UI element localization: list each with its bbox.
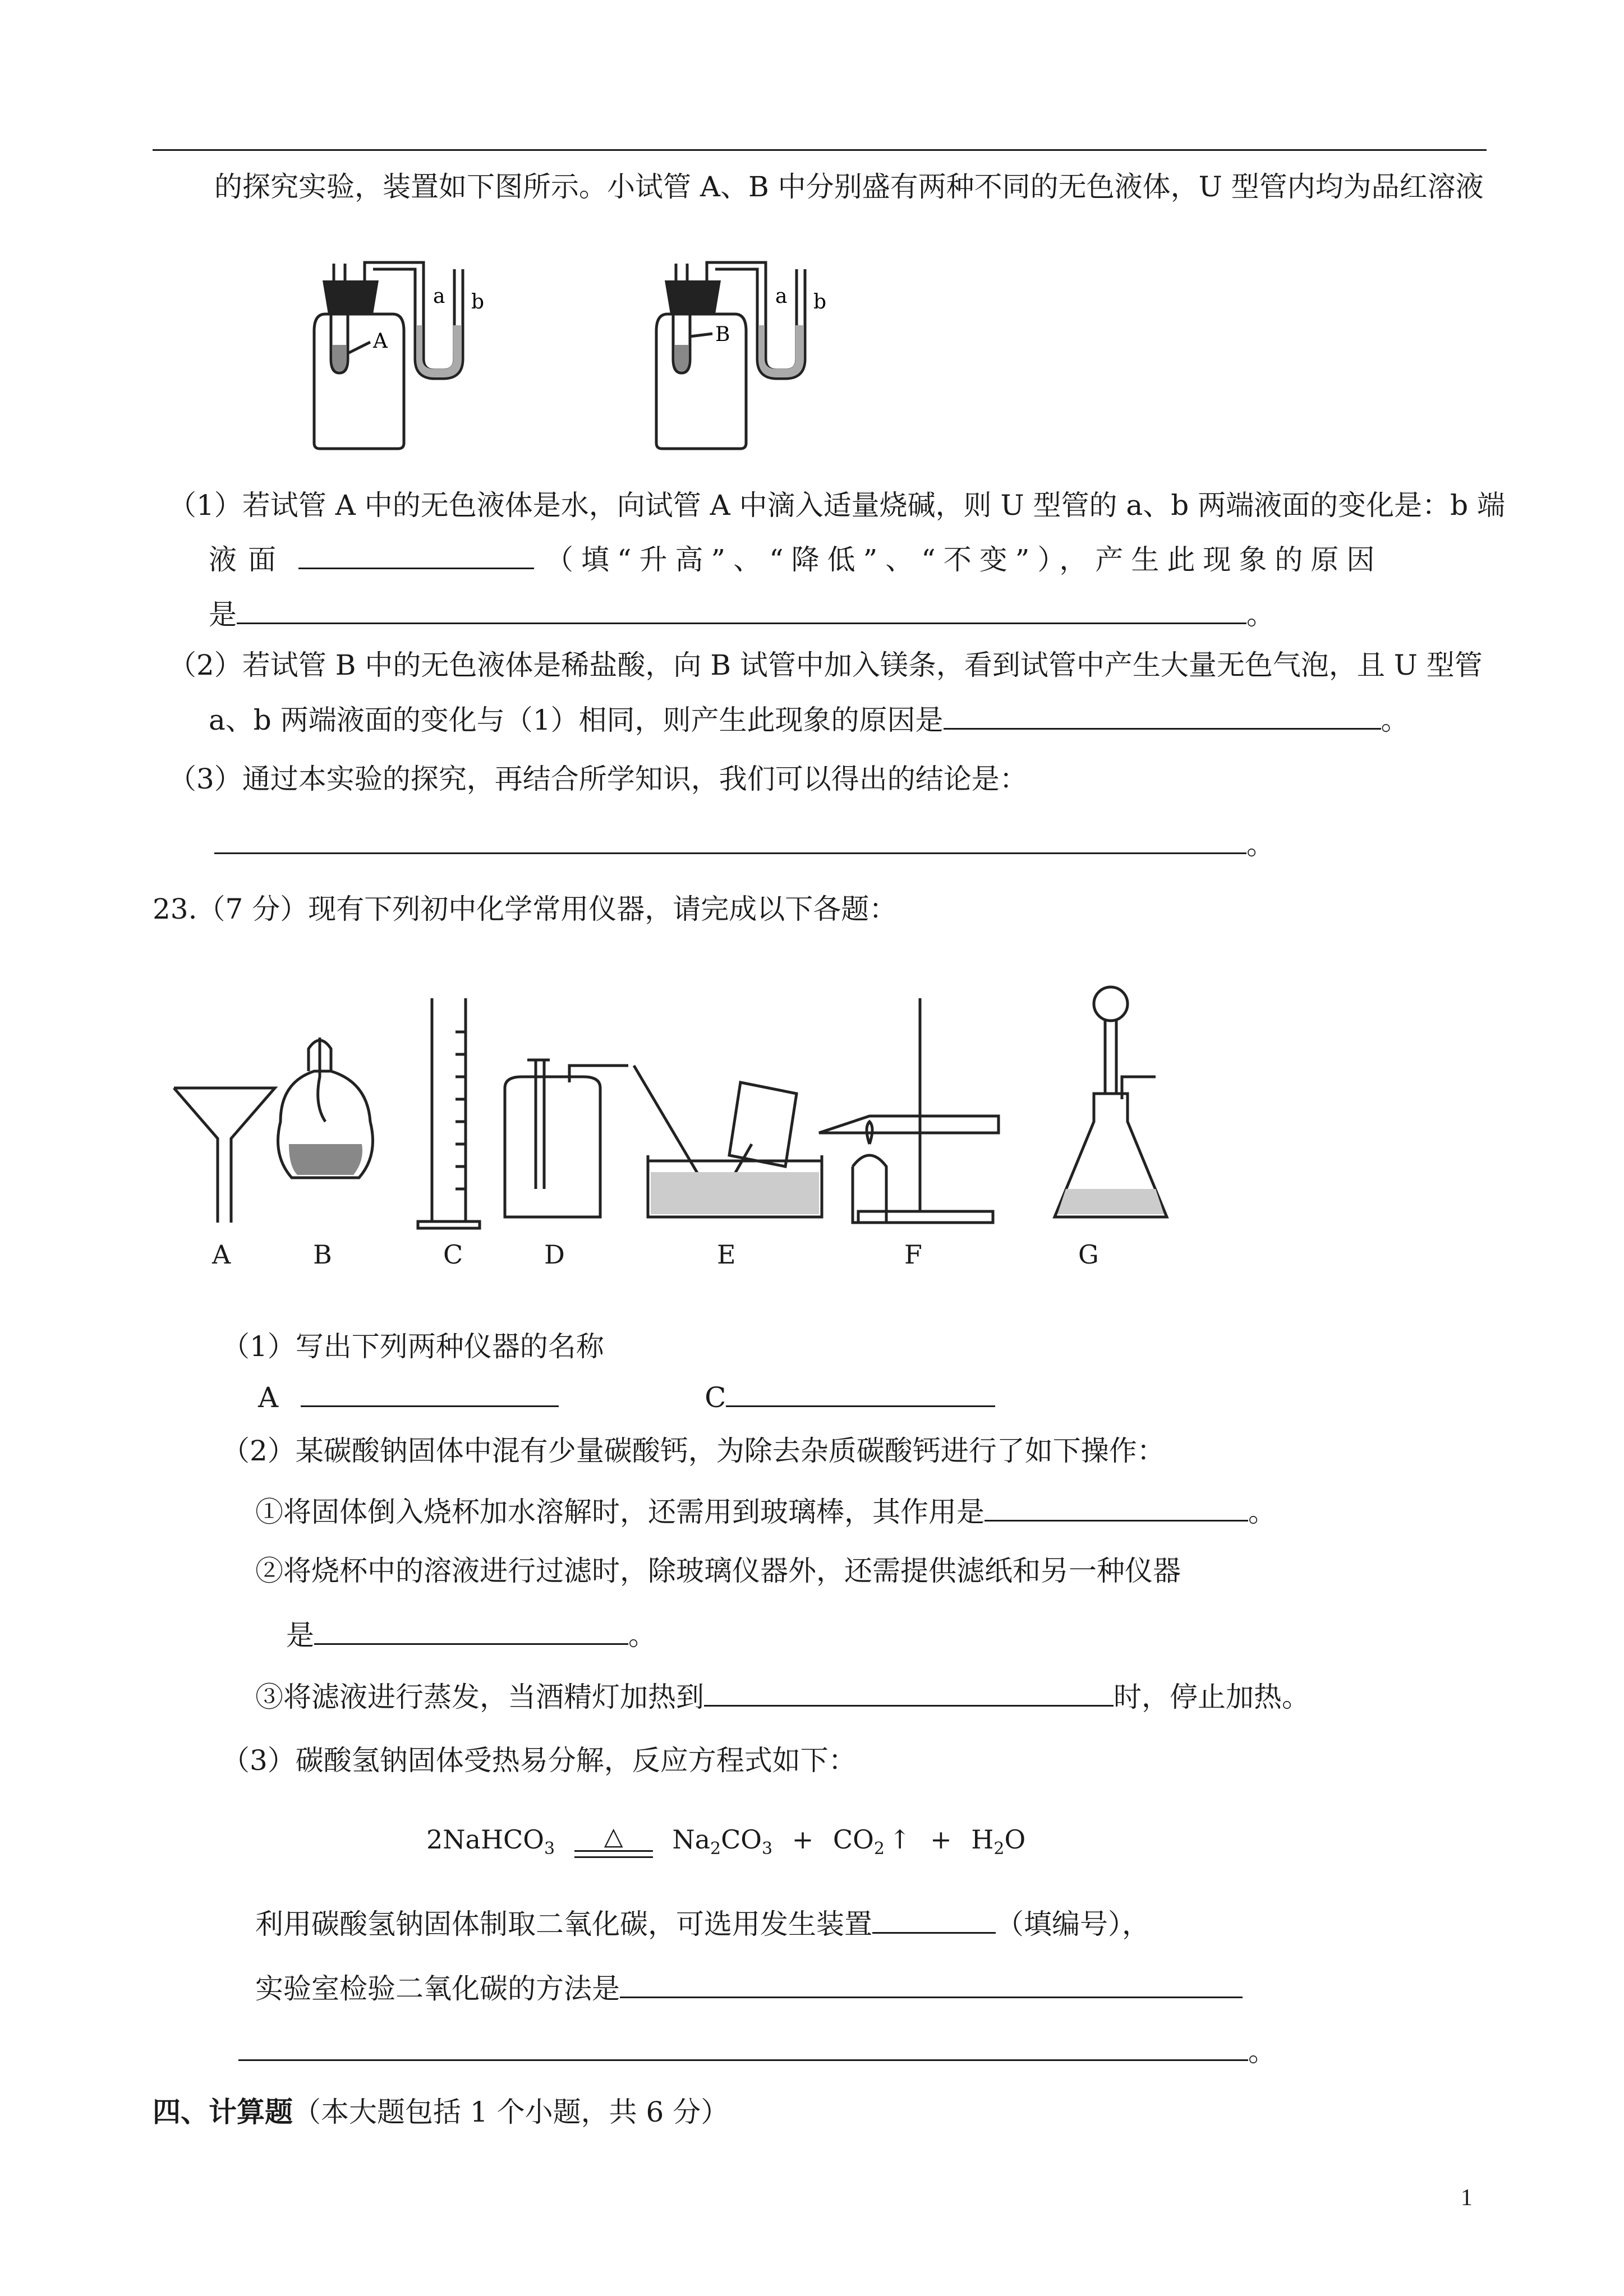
label-instrument-d: D [544,1239,565,1270]
label-instrument-g: G [1078,1239,1099,1270]
label-instrument-b: B [313,1239,332,1270]
page-number: 1 [1461,2185,1473,2211]
q22-p1-line2: 液面 （填“升高”、“降低”、“不变”），产生此现象的原因 [209,540,1382,577]
answer-blank-conclusion[interactable] [214,824,1246,854]
q22-p3-line2: 。 [214,824,1275,862]
answer-blank-glass-rod[interactable] [984,1492,1248,1522]
q23-p3-line4: 。 [238,2031,1276,2069]
q22-p2-line2: a、b 两端液面的变化与（1）相同，则产生此现象的原因是 。 [209,700,1409,737]
fig2-label-b: b [813,291,827,313]
fig2-label-a: a [775,285,788,308]
chemical-equation: 2NaHCO$_3$ △ $Na_2CO_3 + CO_2$ ↑ + $H_2O$ [426,1822,1026,1859]
q23-p2-item1: ①将固体倒入烧杯加水溶解时，还需用到玻璃棒，其作用是 。 [255,1492,1276,1529]
q23-p2-item2-line2: 是 。 [286,1615,656,1653]
gas-arrow: ↑ [889,1824,911,1855]
fig1-label-b: b [471,291,485,313]
q23-p3-line3: 实验室检验二氧化碳的方法是 [255,1968,1243,2006]
label-instrument-a: A [212,1239,231,1270]
section-4-heading [153,2095,729,2129]
answer-blank-name-c[interactable] [726,1377,995,1407]
q23-p2-title: （2）某碳酸钠固体中混有少量碳酸钙，为除去杂质碳酸钙进行了如下操作： [222,1435,1165,1467]
q23-p1-title: （1）写出下列两种仪器的名称 [222,1330,604,1363]
fig1-label-tube: A [373,330,388,353]
q23-p2-item3: ③将滤液进行蒸发，当酒精灯加热到 时，停止加热。 [255,1677,1310,1714]
header-rule [153,149,1487,151]
label-instrument-e: E [717,1239,736,1270]
q23-p3-title: （3）碳酸氢钠固体受热易分解，反应方程式如下： [222,1744,857,1777]
answer-blank-name-a[interactable] [301,1377,559,1407]
answer-blank-co2-test[interactable] [620,1968,1243,1998]
q22-p1-line3: 是 。 [209,594,1275,632]
q23-title: 23.（7 分）现有下列初中化学常用仪器，请完成以下各题： [153,893,898,925]
label-instrument-c: C [443,1239,463,1270]
answer-blank-p1-reason[interactable] [237,594,1246,624]
answer-blank-filter-instrument[interactable] [314,1615,628,1645]
answer-blank-b-level[interactable] [298,540,534,569]
answer-blank-evaporation[interactable] [704,1677,1114,1707]
q22-p1-line1: （1）若试管 A 中的无色液体是水，向试管 A 中滴入适量烧碱，则 U 型管的 a、b 两端液面的变化是：b 端 [168,489,1506,522]
answer-blank-p2-reason[interactable] [944,700,1381,730]
q23-p1-answers: A C [258,1377,995,1415]
fig1-label-a: a [433,285,445,308]
answer-blank-generator[interactable] [872,1904,996,1934]
answer-blank-co2-test-cont[interactable] [238,2031,1248,2061]
q22-intro: 的探究实验，装置如下图所示。小试管 A、B 中分别盛有两种不同的无色液体，U 型管内均为品红溶液 [214,170,1484,203]
q22-p3-line1: （3）通过本实验的探究，再结合所学知识，我们可以得出的结论是： [168,763,1028,795]
section-4-note: （本大题包括 1 个小题，共 6 分） [293,2096,729,2128]
label-instrument-f: F [904,1239,922,1270]
q23-p2-item2-line1: ②将烧杯中的溶液进行过滤时，除玻璃仪器外，还需提供滤纸和另一种仪器 [255,1555,1181,1587]
apparatus-figure-b [645,247,836,454]
q23-p3-line2: 利用碳酸氢钠固体制取二氧化碳，可选用发生装置 （填编号）， [255,1904,1150,1942]
heat-condition: △ [574,1825,653,1858]
fig2-label-tube: B [715,323,730,346]
instruments-figure [168,953,1156,1245]
q22-p2-line1: （2）若试管 B 中的无色液体是稀盐酸，向 B 试管中加入镁条，看到试管中产生大量无色气泡，且 U 型管 [168,649,1483,681]
apparatus-figure-a [303,247,494,454]
section-4-title: 四、计算题 [153,2095,293,2128]
